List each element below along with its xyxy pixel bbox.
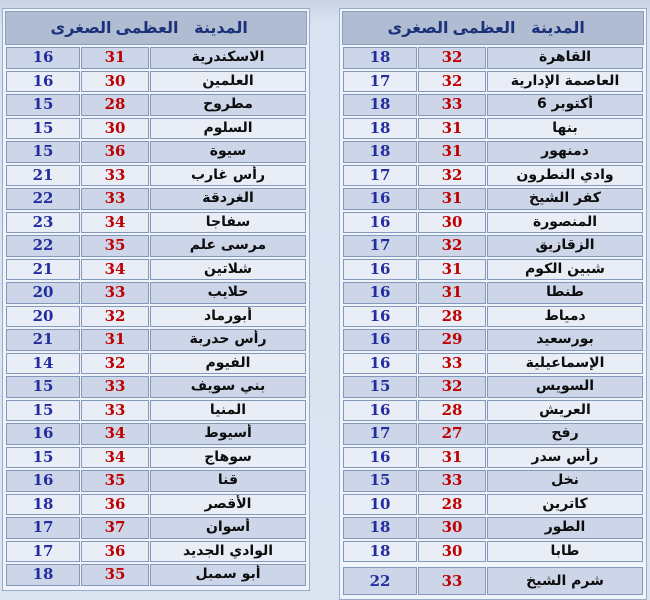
- city-name-cell: وادي النطرون: [487, 165, 643, 187]
- min-column-header: الصغرى: [387, 18, 449, 37]
- min-temp-cell: 15: [6, 118, 80, 140]
- max-temp-cell: 30: [81, 118, 149, 140]
- table-row: [6, 306, 306, 328]
- min-temp-cell: 22: [343, 567, 417, 595]
- table-row: [343, 47, 643, 69]
- max-temp-cell: 34: [81, 447, 149, 469]
- max-temp-cell: 28: [418, 306, 486, 328]
- city-name-cell: دمنهور: [487, 141, 643, 163]
- table-row: [6, 353, 306, 375]
- min-temp-cell: 17: [6, 517, 80, 539]
- max-temp-cell: 31: [418, 141, 486, 163]
- max-temp-cell: 31: [418, 447, 486, 469]
- table-row: [6, 494, 306, 516]
- right-table-header-row: [342, 11, 644, 45]
- table-row: [6, 235, 306, 257]
- min-temp-cell: 20: [6, 306, 80, 328]
- city-name-cell: أسيوط: [150, 423, 306, 445]
- city-name-cell: سوهاج: [150, 447, 306, 469]
- min-temp-cell: 21: [6, 329, 80, 351]
- max-column-header: العظمى: [115, 18, 179, 37]
- min-temp-cell: 22: [6, 235, 80, 257]
- table-row: [6, 188, 306, 210]
- city-column-header: المدينة: [531, 18, 585, 37]
- min-temp-cell: 17: [6, 541, 80, 563]
- left-temperature-table: [2, 8, 310, 591]
- min-temp-cell: 16: [343, 353, 417, 375]
- max-temp-cell: 28: [418, 400, 486, 422]
- max-temp-cell: 31: [418, 282, 486, 304]
- max-temp-cell: 34: [81, 423, 149, 445]
- min-temp-cell: 16: [343, 447, 417, 469]
- table-row: [6, 71, 306, 93]
- max-temp-cell: 28: [418, 494, 486, 516]
- min-temp-cell: 16: [343, 282, 417, 304]
- table-row: [343, 423, 643, 445]
- max-temp-cell: 36: [81, 141, 149, 163]
- min-temp-cell: 18: [343, 47, 417, 69]
- city-name-cell: شرم الشيخ: [487, 567, 643, 595]
- min-temp-cell: 21: [6, 165, 80, 187]
- city-name-cell: الوادي الجديد: [150, 541, 306, 563]
- min-temp-cell: 17: [343, 423, 417, 445]
- city-name-cell: الفيوم: [150, 353, 306, 375]
- max-temp-cell: 32: [418, 71, 486, 93]
- city-name-cell: العلمين: [150, 71, 306, 93]
- max-temp-cell: 34: [81, 259, 149, 281]
- max-temp-cell: 32: [418, 235, 486, 257]
- table-row: [6, 517, 306, 539]
- max-temp-cell: 35: [81, 235, 149, 257]
- table-row: [6, 47, 306, 69]
- city-name-cell: الزقازيق: [487, 235, 643, 257]
- table-row: [343, 353, 643, 375]
- table-row: [343, 400, 643, 422]
- max-temp-cell: 33: [418, 567, 486, 595]
- max-temp-cell: 33: [81, 165, 149, 187]
- city-name-cell: رأس غارب: [150, 165, 306, 187]
- table-row: [6, 259, 306, 281]
- city-name-cell: الغردقة: [150, 188, 306, 210]
- table-row: [343, 94, 643, 116]
- min-temp-cell: 21: [6, 259, 80, 281]
- max-temp-cell: 30: [81, 71, 149, 93]
- min-temp-cell: 15: [6, 94, 80, 116]
- table-row: [343, 188, 643, 210]
- max-temp-cell: 30: [418, 541, 486, 563]
- min-temp-cell: 20: [6, 282, 80, 304]
- max-temp-cell: 32: [418, 165, 486, 187]
- table-row: [6, 423, 306, 445]
- table-row: [6, 282, 306, 304]
- table-row: [343, 165, 643, 187]
- city-name-cell: شبين الكوم: [487, 259, 643, 281]
- city-name-cell: العاصمة الإدارية: [487, 71, 643, 93]
- min-temp-cell: 15: [343, 470, 417, 492]
- city-name-cell: رأس حدربة: [150, 329, 306, 351]
- city-name-cell: 6 أكتوبر: [487, 94, 643, 116]
- city-name-cell: الإسماعيلية: [487, 353, 643, 375]
- table-row: [343, 541, 643, 563]
- city-name-cell: بنها: [487, 118, 643, 140]
- min-temp-cell: 15: [6, 447, 80, 469]
- max-temp-cell: 28: [81, 94, 149, 116]
- max-temp-cell: 32: [418, 47, 486, 69]
- max-column-header: العظمى: [452, 18, 516, 37]
- max-temp-cell: 32: [81, 353, 149, 375]
- table-row: [343, 329, 643, 351]
- min-temp-cell: 16: [6, 423, 80, 445]
- min-temp-cell: 16: [6, 47, 80, 69]
- city-name-cell: أبو سمبل: [150, 564, 306, 586]
- min-temp-cell: 18: [343, 141, 417, 163]
- max-temp-cell: 35: [81, 470, 149, 492]
- min-temp-cell: 18: [6, 494, 80, 516]
- min-temp-cell: 15: [343, 376, 417, 398]
- city-name-cell: قنا: [150, 470, 306, 492]
- city-name-cell: شلاتين: [150, 259, 306, 281]
- min-temp-cell: 16: [343, 188, 417, 210]
- table-row: [343, 306, 643, 328]
- table-row: [6, 212, 306, 234]
- city-name-cell: رأس سدر: [487, 447, 643, 469]
- max-temp-cell: 34: [81, 212, 149, 234]
- city-name-cell: بني سويف: [150, 376, 306, 398]
- table-row: [6, 329, 306, 351]
- min-temp-cell: 16: [6, 71, 80, 93]
- max-temp-cell: 31: [81, 47, 149, 69]
- max-temp-cell: 33: [81, 282, 149, 304]
- max-temp-cell: 33: [81, 400, 149, 422]
- min-temp-cell: 16: [343, 212, 417, 234]
- table-row: [6, 376, 306, 398]
- max-temp-cell: 33: [81, 188, 149, 210]
- min-temp-cell: 23: [6, 212, 80, 234]
- city-name-cell: كاترين: [487, 494, 643, 516]
- city-name-cell: كفر الشيخ: [487, 188, 643, 210]
- left-table-header-row: [5, 11, 307, 45]
- min-temp-cell: 17: [343, 71, 417, 93]
- min-temp-cell: 18: [343, 118, 417, 140]
- max-temp-cell: 30: [418, 517, 486, 539]
- city-name-cell: أسوان: [150, 517, 306, 539]
- min-temp-cell: 16: [343, 400, 417, 422]
- min-column-header: الصغرى: [50, 18, 112, 37]
- city-name-cell: سفاجا: [150, 212, 306, 234]
- table-row: [6, 400, 306, 422]
- city-name-cell: طنطا: [487, 282, 643, 304]
- min-temp-cell: 16: [343, 259, 417, 281]
- table-row: [6, 94, 306, 116]
- table-row: [343, 517, 643, 539]
- table-row: [343, 470, 643, 492]
- table-row: [343, 235, 643, 257]
- city-name-cell: مطروح: [150, 94, 306, 116]
- max-temp-cell: 31: [418, 188, 486, 210]
- table-row: [6, 447, 306, 469]
- table-row: [6, 541, 306, 563]
- table-row: [343, 282, 643, 304]
- min-temp-cell: 18: [343, 517, 417, 539]
- city-name-cell: السلوم: [150, 118, 306, 140]
- city-name-cell: طابا: [487, 541, 643, 563]
- city-name-cell: دمياط: [487, 306, 643, 328]
- table-row: [343, 141, 643, 163]
- city-column-header: المدينة: [194, 18, 248, 37]
- row-gap-cell: [343, 564, 643, 565]
- max-temp-cell: 32: [418, 376, 486, 398]
- min-temp-cell: 15: [6, 376, 80, 398]
- table-row: [6, 118, 306, 140]
- city-name-cell: السويس: [487, 376, 643, 398]
- min-temp-cell: 15: [6, 400, 80, 422]
- table-row: [343, 447, 643, 469]
- min-temp-cell: 15: [6, 141, 80, 163]
- max-temp-cell: 35: [81, 564, 149, 586]
- city-name-cell: المنيا: [150, 400, 306, 422]
- max-temp-cell: 33: [418, 470, 486, 492]
- max-temp-cell: 36: [81, 541, 149, 563]
- table-row: [343, 212, 643, 234]
- min-temp-cell: 10: [343, 494, 417, 516]
- min-temp-cell: 16: [343, 329, 417, 351]
- table-row: [6, 165, 306, 187]
- right-table-grid: [342, 45, 644, 597]
- min-temp-cell: 18: [343, 541, 417, 563]
- max-temp-cell: 31: [418, 259, 486, 281]
- max-temp-cell: 37: [81, 517, 149, 539]
- max-temp-cell: 31: [418, 118, 486, 140]
- city-name-cell: مرسى علم: [150, 235, 306, 257]
- table-row: [343, 567, 643, 595]
- min-temp-cell: 14: [6, 353, 80, 375]
- city-name-cell: سيوة: [150, 141, 306, 163]
- city-name-cell: القاهرة: [487, 47, 643, 69]
- max-temp-cell: 30: [418, 212, 486, 234]
- city-name-cell: نخل: [487, 470, 643, 492]
- min-temp-cell: 18: [6, 564, 80, 586]
- city-name-cell: العريش: [487, 400, 643, 422]
- max-temp-cell: 29: [418, 329, 486, 351]
- city-name-cell: الاسكندرية: [150, 47, 306, 69]
- left-table-grid: [5, 45, 307, 588]
- min-temp-cell: 17: [343, 165, 417, 187]
- city-name-cell: المنصورة: [487, 212, 643, 234]
- city-name-cell: حلايب: [150, 282, 306, 304]
- max-temp-cell: 33: [418, 94, 486, 116]
- table-row: [343, 71, 643, 93]
- max-temp-cell: 36: [81, 494, 149, 516]
- max-temp-cell: 33: [81, 376, 149, 398]
- max-temp-cell: 31: [81, 329, 149, 351]
- city-name-cell: أبورماد: [150, 306, 306, 328]
- min-temp-cell: 16: [6, 470, 80, 492]
- city-name-cell: الأقصر: [150, 494, 306, 516]
- min-temp-cell: 16: [343, 306, 417, 328]
- table-row: [343, 259, 643, 281]
- table-row: [6, 564, 306, 586]
- table-row: [6, 470, 306, 492]
- right-temperature-table: [339, 8, 647, 600]
- table-row: [343, 118, 643, 140]
- table-row: [343, 494, 643, 516]
- max-temp-cell: 33: [418, 353, 486, 375]
- row-gap: [343, 564, 643, 565]
- min-temp-cell: 18: [343, 94, 417, 116]
- city-name-cell: بورسعيد: [487, 329, 643, 351]
- max-temp-cell: 27: [418, 423, 486, 445]
- min-temp-cell: 22: [6, 188, 80, 210]
- table-row: [6, 141, 306, 163]
- min-temp-cell: 17: [343, 235, 417, 257]
- table-row: [343, 376, 643, 398]
- max-temp-cell: 32: [81, 306, 149, 328]
- city-name-cell: الطور: [487, 517, 643, 539]
- city-name-cell: رفح: [487, 423, 643, 445]
